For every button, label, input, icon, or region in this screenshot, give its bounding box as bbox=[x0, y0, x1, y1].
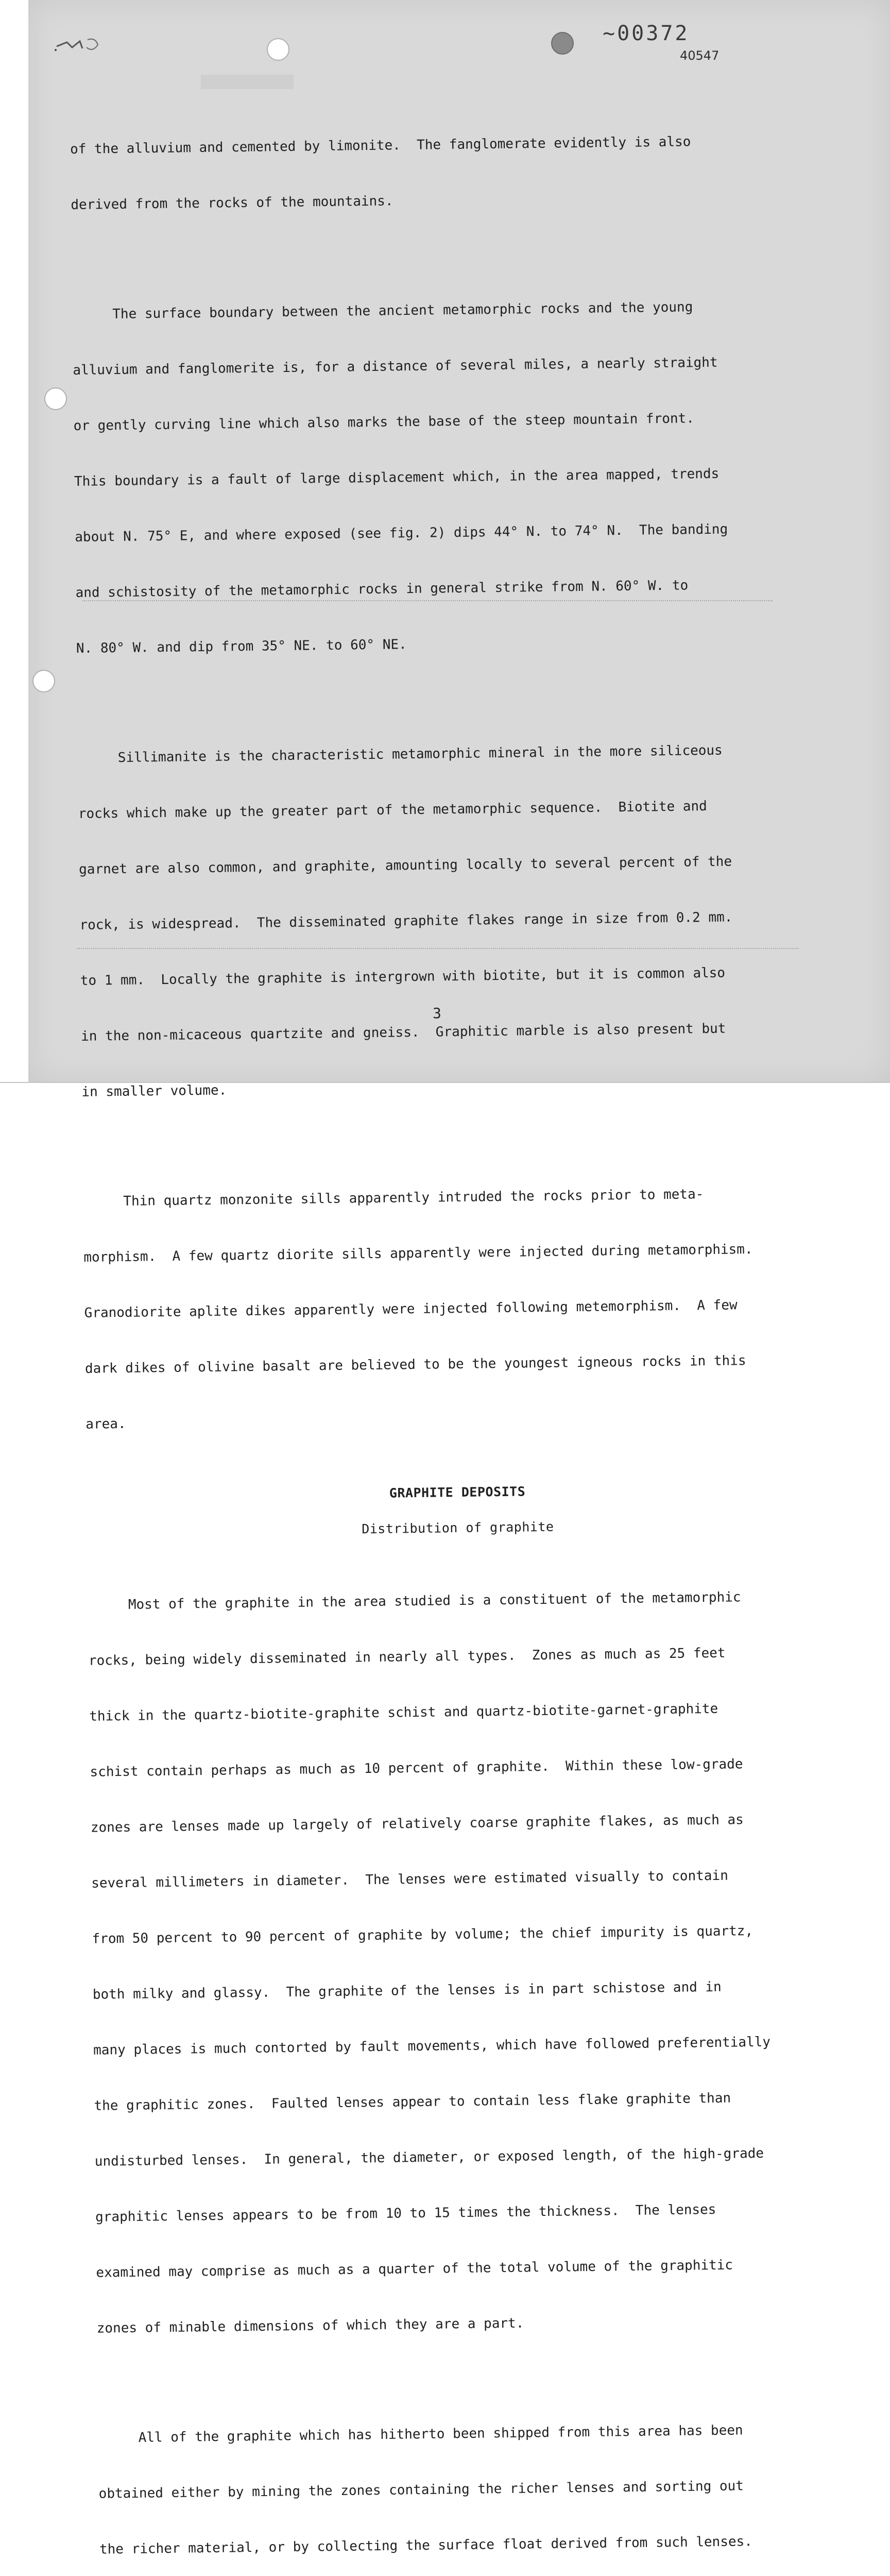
text-line: and schistosity of the metamorphic rocks in general strike from N. 60° W. to bbox=[75, 578, 689, 601]
text-line: the graphitic zones. Faulted lenses appear to contain less flake graphite than bbox=[94, 2090, 731, 2114]
text-line: dark dikes of olivine basalt are believed to be the youngest igneous rocks in this bbox=[84, 1353, 746, 1377]
text-line: All of the graphite which has hitherto been shipped from this area has been bbox=[98, 2422, 743, 2446]
text-line: N. 80° W. and dip from 35° NE. to 60° NE. bbox=[76, 637, 407, 656]
text-line: thick in the quartz-biotite-graphite schist and quartz-biotite-garnet-graphite bbox=[89, 1701, 718, 1724]
bleed-through-rule bbox=[82, 600, 773, 601]
text-line: area. bbox=[85, 1416, 126, 1432]
text-line: from 50 percent to 90 percent of graphite by volume; the chief impurity is quartz, bbox=[92, 1923, 754, 1947]
text-line: many places is much contorted by fault movements, which have followed preferentially bbox=[93, 2034, 771, 2058]
intro-paragraph bbox=[70, 94, 813, 251]
bleed-through-rule bbox=[77, 948, 798, 949]
text-line: zones of minable dimensions of which they are a part. bbox=[96, 2315, 524, 2336]
text-line: This boundary is a fault of large displacement which, in the area mapped, trends bbox=[74, 466, 720, 489]
text-line: derived from the rocks of the mountains. bbox=[71, 193, 393, 213]
subsection-heading: Distribution of graphite bbox=[362, 1519, 554, 1537]
text-line: several millimeters in diameter. The lenses were estimated visually to contain bbox=[91, 1868, 728, 1891]
scribble-mark-icon bbox=[52, 32, 113, 58]
intrusives-paragraph bbox=[82, 1146, 828, 1471]
boundary-paragraph bbox=[72, 259, 818, 695]
text-line: or gently curving line which also marks the base of the steep mountain front. bbox=[73, 411, 695, 434]
sillimanite-paragraph bbox=[77, 703, 824, 1139]
distribution-paragraph bbox=[88, 1550, 839, 2375]
text-line: rocks, being widely disseminated in nearly all types. Zones as much as 25 feet bbox=[88, 1645, 726, 1669]
text-line: of the alluvium and cemented by limonite. The fanglomerate evidently is also bbox=[70, 134, 691, 157]
text-line: The surface boundary between the ancient metamorphic rocks and the young bbox=[72, 299, 693, 323]
text-line: examined may comprise as much as a quarter of the total volume of the graphitic bbox=[96, 2257, 733, 2281]
text-line: Granodiorite aplite dikes apparently were injected following metemorphism. A few bbox=[84, 1297, 738, 1321]
text-line: Sillimanite is the characteristic metamorphic mineral in the more siliceous bbox=[77, 742, 723, 766]
text-line: rocks which make up the greater part of the metamorphic sequence. Biotite and bbox=[78, 798, 707, 822]
text-line: graphitic lenses appears to be from 10 to 15 times the thickness. The lenses bbox=[95, 2201, 716, 2225]
archive-number-stamp: ~00372 bbox=[603, 22, 690, 45]
text-line: to 1 mm. Locally the graphite is intergrown with biotite, but it is common also bbox=[80, 965, 726, 989]
shipping-paragraph bbox=[97, 2383, 842, 2576]
text-line: in smaller volume. bbox=[81, 1082, 227, 1100]
bleed-through-mark bbox=[191, 72, 294, 97]
text-line: the richer material, or by collecting the surface float derived from such lenses. bbox=[99, 2534, 753, 2557]
text-line: undisturbed lenses. In general, the diameter, or exposed length, of the high-grade bbox=[94, 2145, 764, 2170]
text-line: rock, is widespread. The disseminated graphite flakes range in size from 0.2 mm. bbox=[79, 909, 733, 933]
punch-hole-left-lower bbox=[32, 670, 55, 692]
text-line: garnet are also common, and graphite, amounting locally to several percent of the bbox=[78, 854, 732, 877]
text-line: both milky and glassy. The graphite of the lenses is in part schistose and in bbox=[92, 1979, 722, 2003]
text-line: Most of the graphite in the area studied is a constituent of the metamorphic bbox=[88, 1589, 741, 1613]
text-line: Thin quartz monzonite sills apparently intruded the rocks prior to meta- bbox=[82, 1187, 704, 1210]
text-line: zones are lenses made up largely of relatively coarse graphite flakes, as much as bbox=[90, 1812, 744, 1836]
punch-hole-top bbox=[267, 38, 289, 61]
text-line: schist contain perhaps as much as 10 percent of graphite. Within these low-grade bbox=[90, 1756, 743, 1780]
document-body bbox=[70, 94, 842, 2576]
text-line: morphism. A few quartz diorite sills apparently were injected during metamorphism. bbox=[83, 1241, 753, 1265]
punch-hole-top-right bbox=[551, 32, 574, 55]
section-heading: GRAPHITE DEPOSITS bbox=[389, 1484, 526, 1501]
text-line: about N. 75° E, and where exposed (see fig. 2) dips 44° N. to 74° N. The banding bbox=[75, 521, 728, 545]
document-number: 40547 bbox=[680, 48, 720, 63]
text-line: in the non-micaceous quartzite and gneiss. Graphitic marble is also present but bbox=[80, 1021, 726, 1044]
text-line: obtained either by mining the zones containing the richer lenses and sorting out bbox=[98, 2478, 744, 2502]
page-number: 3 bbox=[433, 1005, 441, 1022]
punch-hole-left-upper bbox=[44, 387, 67, 410]
text-line: alluvium and fanglomerite is, for a distance of several miles, a nearly straight bbox=[73, 354, 718, 378]
